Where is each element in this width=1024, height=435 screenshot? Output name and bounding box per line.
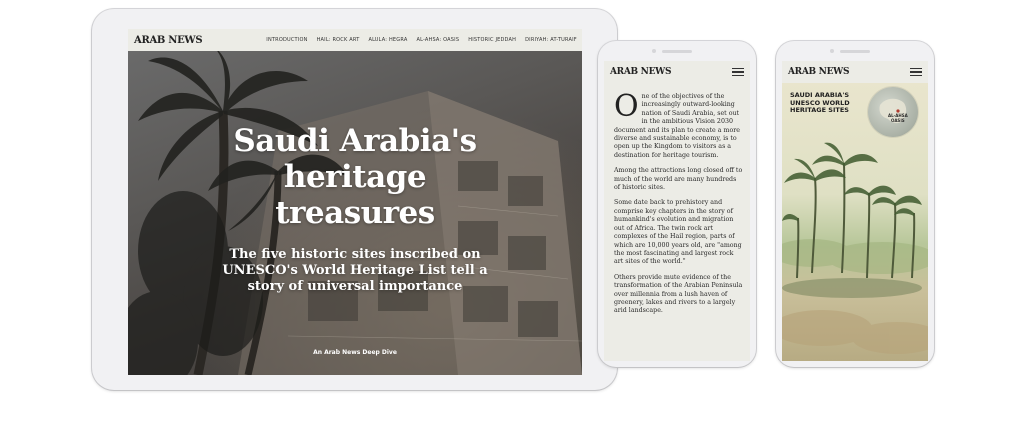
phone-device-article — [598, 41, 756, 367]
phone-speaker — [840, 50, 870, 53]
nav-al-ahsa-oasis[interactable]: AL-AHSA: OASIS — [416, 37, 460, 43]
tablet-section-menu — [266, 37, 577, 43]
drop-cap: O — [614, 89, 639, 124]
phone-device-art — [776, 41, 934, 367]
globe-location-label: AL-AHSA OASIS — [888, 113, 908, 123]
tablet-top-nav — [128, 29, 582, 51]
deep-dive-tagline: An Arab News Deep Dive — [313, 349, 397, 356]
arab-news-logo[interactable]: ARAB NEWS — [610, 67, 672, 77]
phone-camera — [830, 49, 834, 53]
phone-camera — [652, 49, 656, 53]
oasis-illustration — [782, 83, 928, 361]
nav-diriyah-at-turaif[interactable]: DIRIYAH: AT-TURAIF — [525, 37, 577, 43]
phone-top-nav — [604, 61, 750, 83]
phone-speaker — [662, 50, 692, 53]
article-body — [604, 83, 750, 316]
nav-hail-rock-art[interactable]: HAIL: ROCK ART — [316, 37, 360, 43]
arab-news-logo[interactable]: ARAB NEWS — [134, 34, 203, 46]
phone-top-nav — [782, 61, 928, 83]
hero-title: Saudi Arabia's heritage treasures — [233, 123, 477, 231]
nav-historic-jeddah[interactable]: HISTORIC JEDDAH — [468, 37, 517, 43]
hamburger-icon[interactable] — [732, 68, 744, 76]
phone-screen-article — [604, 61, 750, 361]
map-globe-icon[interactable] — [868, 87, 918, 137]
article-paragraph: Some date back to prehistory and comprise key chapters in the story of humankind's evolution and migration out of Africa. The twin rock art complexes of the Hail region, parts of which are 10,000 years old, are "among the most fascinating and largest rock art sites of the world." — [614, 199, 742, 266]
arab-news-logo[interactable]: ARAB NEWS — [788, 67, 850, 77]
article-paragraph: Others provide mute evidence of the transformation of the Arabian Peninsula over millennia from a lush haven of greenery, lakes and rivers to a largely arid landscape. — [614, 273, 743, 315]
article-paragraph: Among the attractions long closed off to much of the world are many hundreds of historic sites. — [614, 167, 743, 192]
art-title: SAUDI ARABIA'S UNESCO WORLD HERITAGE SITES — [790, 91, 850, 115]
hero-subtitle: The five historic sites inscribed on UNESCO's World Heritage List tell a story of universal importance — [222, 247, 488, 294]
tablet-device — [92, 9, 617, 390]
hamburger-icon[interactable] — [910, 68, 922, 76]
article-paragraph: One of the objectives of the increasingly outward-looking nation of Saudi Arabia, set out in the ambitious Vision 2030 document and its plan to create a more diverse and sustainable economy, is to open up the Kingdom to visitors as a destination for heritage tourism. — [614, 89, 741, 159]
hero-image — [128, 51, 582, 375]
nav-introduction[interactable]: INTRODUCTION — [266, 37, 308, 43]
tablet-screen — [128, 29, 582, 375]
phone-screen-art — [782, 61, 928, 361]
nav-alula-hegra[interactable]: ALULA: HEGRA — [368, 37, 408, 43]
